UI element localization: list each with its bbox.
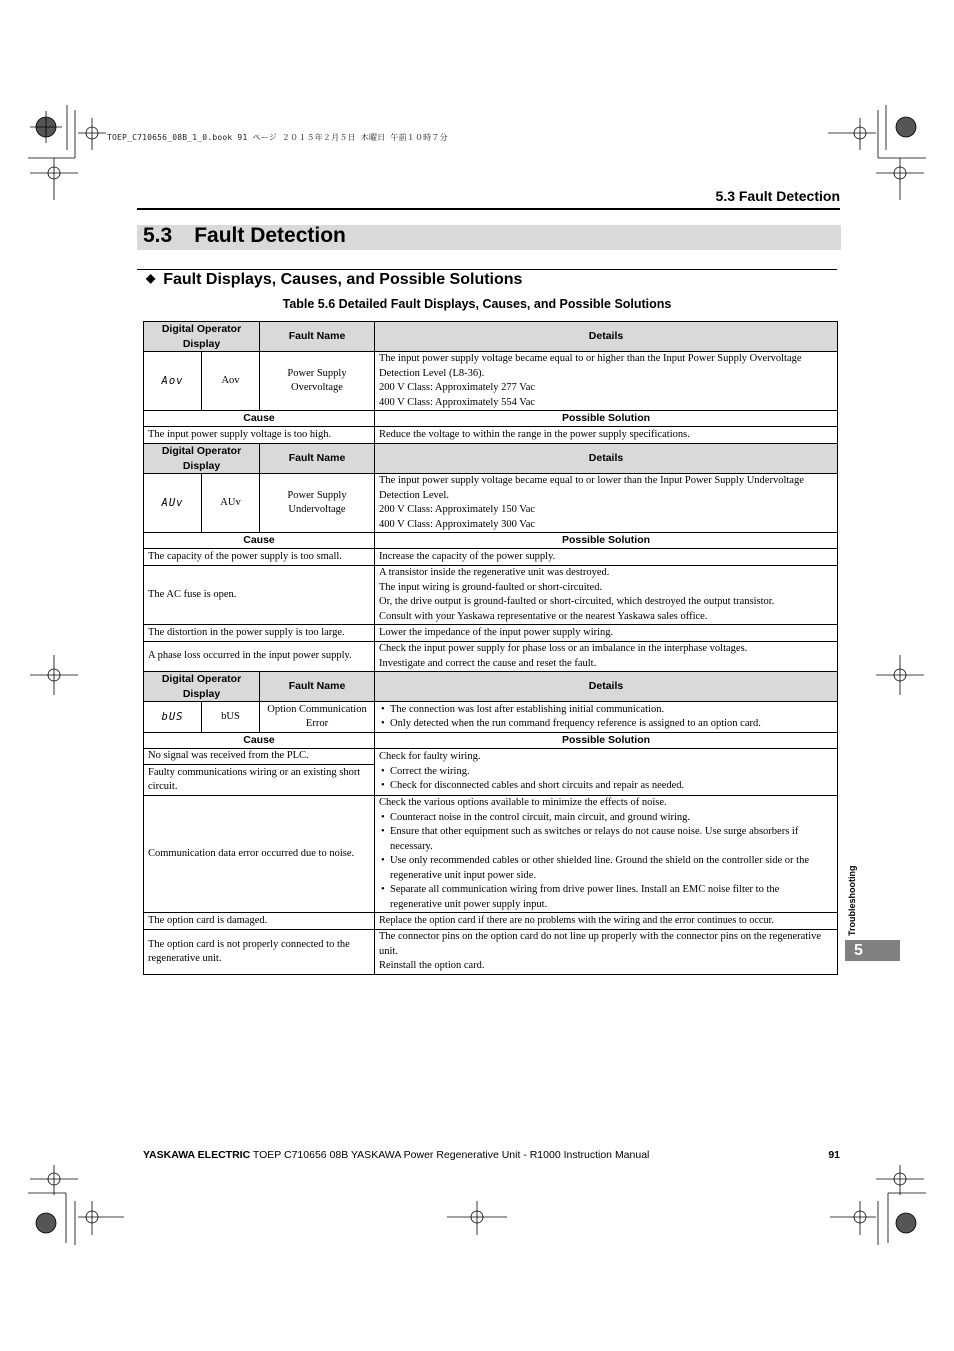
fault-code: Aov (202, 352, 260, 411)
footer-text: TOEP C710656 08B YASKAWA Power Regenerative Unit - R1000 Instruction Manual (250, 1149, 650, 1161)
solution-cell (375, 566, 838, 625)
list-item: • Ensure that other equipment such as switches or relays do not cause noise. Use surge absorbers if necessary. (379, 825, 833, 854)
header-display: Digital Operator Display (144, 672, 260, 702)
fault-name: Power Supply Overvoltage (260, 352, 375, 411)
cause-header: Cause (144, 533, 375, 549)
cause-header-row (144, 411, 838, 427)
solution-line: Or, the drive output is ground-faulted or short-circuited, which destroyed the output transistor. (379, 596, 775, 607)
solution-header: Possible Solution (375, 411, 838, 427)
solution-line: A transistor inside the regenerative unit was destroyed. (379, 567, 610, 578)
fault-row-auv (144, 474, 838, 533)
details-line: 200 V Class: Approximately 277 Vac (379, 382, 536, 393)
fault-name: Power Supply Undervoltage (260, 474, 375, 533)
fault-code: AUv (202, 474, 260, 533)
cause-header: Cause (144, 411, 375, 427)
list-item: • Separate all communication wiring from drive power lines. Install an EMC noise filter to the regenerative unit power supply input. (379, 883, 833, 912)
solution-line: Investigate and correct the cause and reset the fault. (379, 657, 597, 669)
cause-header-row (144, 733, 838, 749)
fault-row-aov (144, 352, 838, 411)
table-header-row (144, 322, 838, 352)
segment-display: bUS (144, 702, 202, 733)
list-item: • The connection was lost after establishing initial communication. (379, 703, 833, 718)
fault-details (375, 474, 838, 533)
cause-cell: The option card is damaged. (144, 913, 375, 930)
cause-row (144, 642, 838, 672)
bottom-registration-mark-icon (0, 1165, 954, 1250)
solution-cell: Replace the option card if there are no problems with the wiring and the error continues to occur. (375, 913, 838, 930)
header-display: Digital Operator Display (144, 444, 260, 474)
solution-cell: Reduce the voltage to within the range in the power supply specifications. (375, 427, 838, 444)
cause-cell: The distortion in the power supply is too large. (144, 625, 375, 642)
cause-row (144, 549, 838, 566)
subsection-title-text: Fault Displays, Causes, and Possible Solutions (163, 271, 523, 288)
details-list (379, 703, 833, 732)
cause-cell: The AC fuse is open. (144, 566, 375, 625)
solution-line: Consult with your Yaskawa representative or the nearest Yaskawa sales office. (379, 610, 708, 622)
solution-list (379, 811, 833, 913)
solution-intro: Check the various options available to minimize the effects of noise. (379, 797, 667, 808)
header-rule (137, 208, 840, 210)
section-number: 5.3 (143, 224, 173, 247)
cause-row (144, 749, 838, 765)
fault-code: bUS (202, 702, 260, 733)
list-item: • Counteract noise in the control circuit, main circuit, and ground wiring. (379, 811, 833, 826)
list-item: • Only detected when the run command frequency reference is assigned to an option card. (379, 717, 833, 732)
list-item: • Check for disconnected cables and short circuits and repair as needed. (379, 779, 833, 794)
solution-intro: Check for faulty wiring. (379, 751, 481, 763)
chapter-number: 5 (854, 942, 863, 959)
header-fault-name: Fault Name (260, 322, 375, 352)
print-info: TOEP_C710656_08B_1_0.book 91 ページ ２０１５年２月５日 木曜日 午前１０時７分 (107, 133, 448, 142)
footer-brand: YASKAWA ELECTRIC (143, 1149, 251, 1161)
details-line: 400 V Class: Approximately 554 Vac (379, 396, 536, 408)
header-details: Details (375, 672, 838, 702)
cause-cell: A phase loss occurred in the input power supply. (144, 642, 375, 672)
header-display: Digital Operator Display (144, 322, 260, 352)
cause-cell: Communication data error occurred due to noise. (144, 796, 375, 913)
details-line: The input power supply voltage became equal to or higher than the Input Power Supply Overvoltage Detection Level (L8-36). (379, 353, 802, 379)
table-header-row (144, 672, 838, 702)
solution-line: The input wiring is ground-faulted or short-circuited. (379, 581, 603, 593)
page-number: 91 (828, 1149, 840, 1161)
fault-details (375, 352, 838, 411)
table-header-row (144, 444, 838, 474)
cause-row (144, 566, 838, 625)
table-caption: Table 5.6 Detailed Fault Displays, Causes, and Possible Solutions (282, 297, 672, 311)
solution-line: Check the input power supply for phase loss or an imbalance in the interphase voltages. (379, 643, 748, 654)
header-fault-name: Fault Name (260, 672, 375, 702)
header-details: Details (375, 322, 838, 352)
fault-name: Option Communication Error (260, 702, 375, 733)
cause-cell: No signal was received from the PLC. (144, 749, 375, 765)
details-line: 200 V Class: Approximately 150 Vac (379, 504, 536, 515)
solution-cell (375, 930, 838, 975)
footer (143, 1149, 649, 1161)
header-details: Details (375, 444, 838, 474)
solution-cell (375, 796, 838, 913)
solution-cell (375, 749, 838, 796)
cause-row (144, 930, 838, 975)
details-line: The input power supply voltage became equal to or lower than the Input Power Supply Undervoltage Detection Level. (379, 475, 804, 501)
list-item: • Correct the wiring. (379, 765, 833, 780)
cause-cell: The option card is not properly connected to the regenerative unit. (144, 930, 375, 975)
side-tab-label: Troubleshooting (847, 865, 857, 936)
section-rule (137, 269, 837, 270)
solution-line: The connector pins on the option card do not line up properly with the connector pins on the regenerative unit. (379, 931, 822, 957)
subsection-title (146, 271, 522, 289)
section-title (143, 224, 346, 248)
section-title-text: Fault Detection (194, 224, 346, 247)
solution-line: Reinstall the option card. (379, 960, 485, 972)
cause-header: Cause (144, 733, 375, 749)
fault-row-bus (144, 702, 838, 733)
cause-row (144, 913, 838, 930)
solution-header: Possible Solution (375, 533, 838, 549)
cause-header-row (144, 533, 838, 549)
solution-list (379, 765, 833, 794)
details-line: 400 V Class: Approximately 300 Vac (379, 518, 536, 530)
solution-header: Possible Solution (375, 733, 838, 749)
cause-row (144, 427, 838, 444)
solution-cell (375, 642, 838, 672)
diamond-icon: ◆ (146, 271, 156, 285)
segment-display: Aov (144, 352, 202, 411)
cause-cell: The capacity of the power supply is too small. (144, 549, 375, 566)
fault-table (143, 321, 838, 975)
fault-details (375, 702, 838, 733)
cause-cell: Faulty communications wiring or an existing short circuit. (144, 765, 375, 796)
header-fault-name: Fault Name (260, 444, 375, 474)
cause-row (144, 625, 838, 642)
running-head: 5.3 Fault Detection (715, 188, 840, 204)
solution-cell: Lower the impedance of the input power supply wiring. (375, 625, 838, 642)
cause-row (144, 796, 838, 913)
cause-cell: The input power supply voltage is too high. (144, 427, 375, 444)
segment-display: AUv (144, 474, 202, 533)
list-item: • Use only recommended cables or other shielded line. Ground the shield on the controller side or the regenerative unit input power side. (379, 854, 833, 883)
solution-cell: Increase the capacity of the power supply. (375, 549, 838, 566)
